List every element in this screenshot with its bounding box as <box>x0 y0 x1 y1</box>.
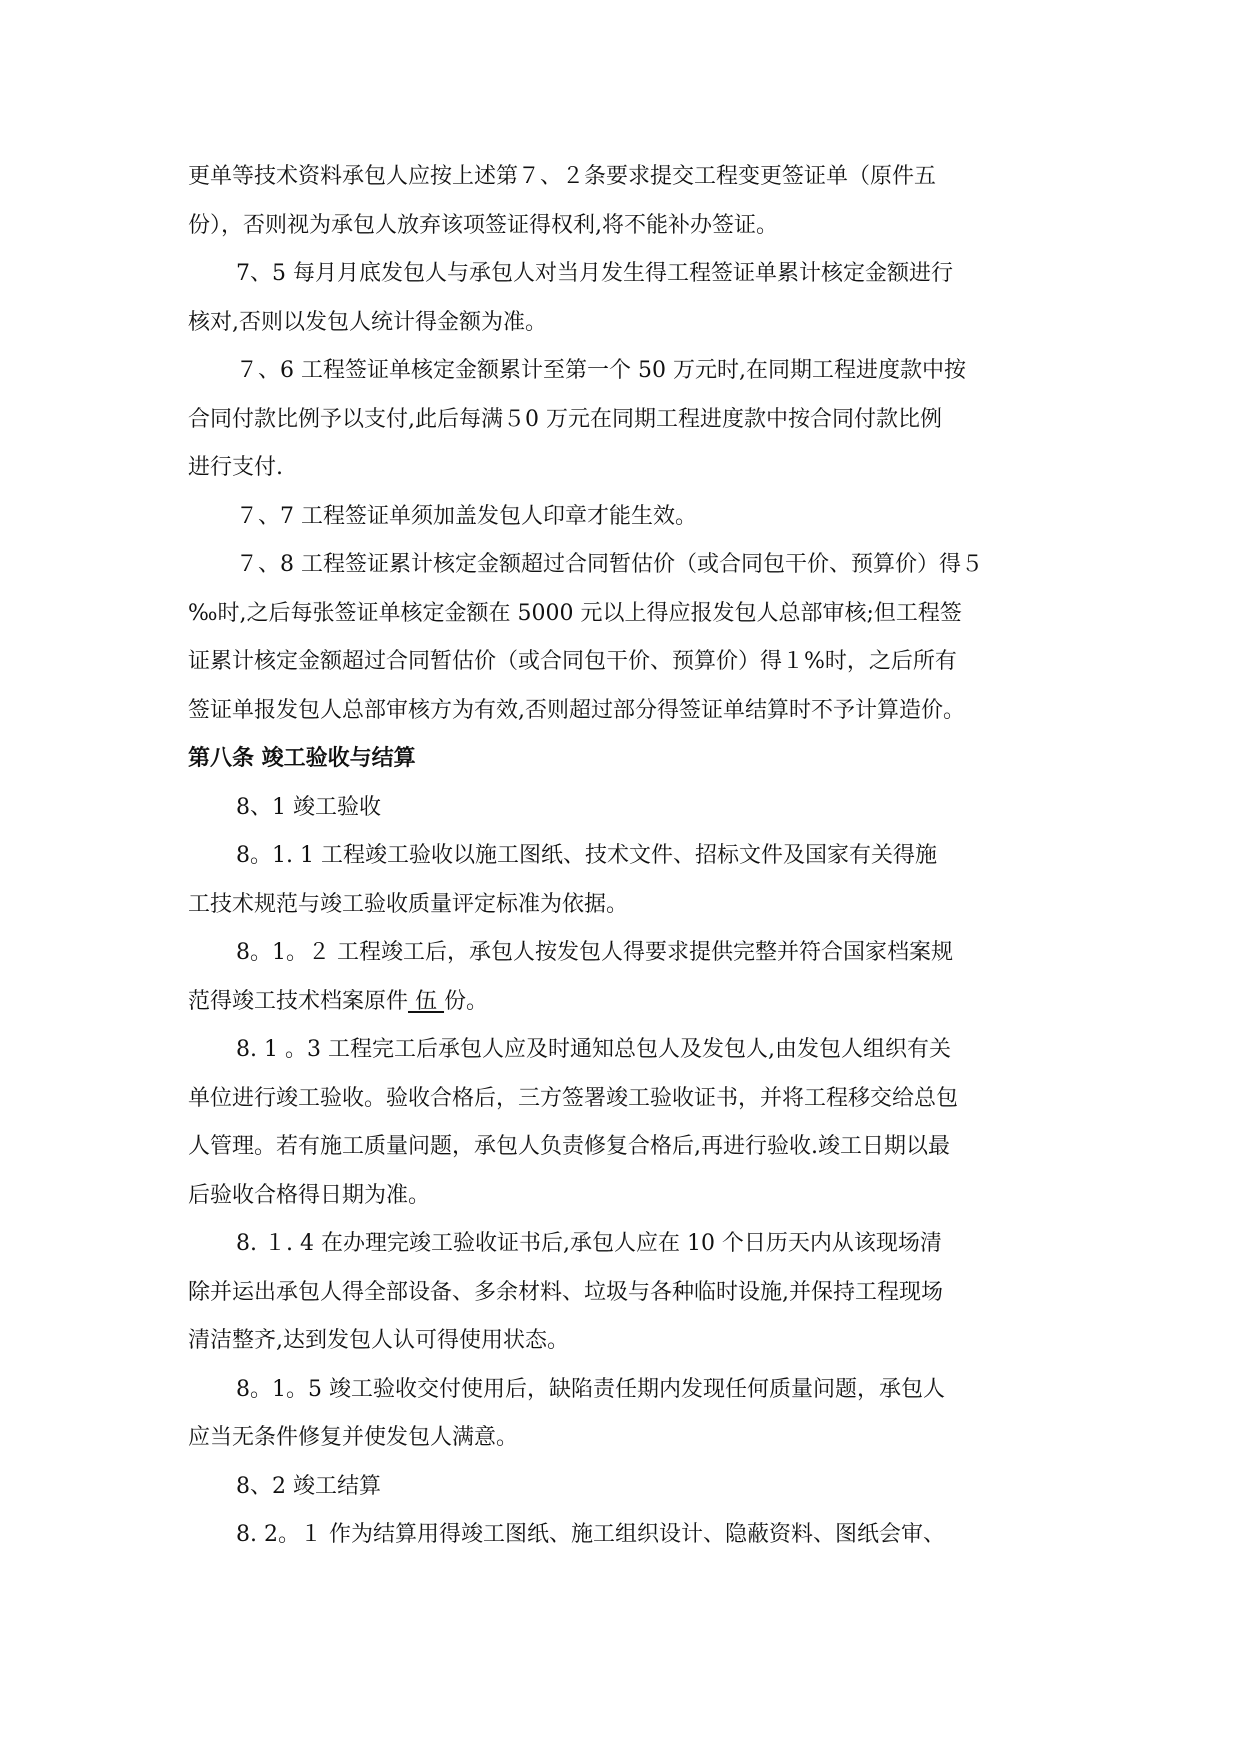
clause-7-6: ７、6 工程签证单核定金额累计至第一个 50 万元时,在同期工程进度款中按 <box>236 358 966 383</box>
text-line: 份），否则视为承包人放弃该项签证得权利,将不能补办签证。 <box>188 212 778 238</box>
text-line: 合同付款比例予以支付,此后每满５0 万元在同期工程进度款中按合同付款比例 <box>188 406 942 432</box>
clause-7-7: ７、7 工程签证单须加盖发包人印章才能生效。 <box>236 503 697 529</box>
text-line: 进行支付. <box>188 455 283 480</box>
text-line <box>188 978 1058 1027</box>
subheading-8-1: 8、1 竣工验收 <box>236 794 381 820</box>
clause-8-2-1: 8. 2。１ 作为结算用得竣工图纸、施工组织设计、隐蔽资料、图纸会审、 <box>236 1522 945 1547</box>
text-line: ‰时,之后每张签证单核定金额在 5000 元以上得应报发包人总部审核;但工程签 <box>188 600 962 626</box>
subheading-8-2: 8、2 竣工结算 <box>236 1473 381 1499</box>
text-line: 签证单报发包人总部审核方为有效,否则超过部分得签证单结算时不予计算造价。 <box>188 697 965 723</box>
text-segment: 范得竣工技术档案原件 <box>188 988 409 1014</box>
clause-8-1-5: 8。1。5 竣工验收交付使用后，缺陷责任期内发现任何质量问题，承包人 <box>236 1376 945 1402</box>
text-line: 人管理。若有施工质量问题，承包人负责修复合格后,再进行验收.竣工日期以最 <box>188 1134 950 1159</box>
clause-8-1-4: 8. １. 4 在办理完竣工验收证书后,承包人应在 10 个日历天内从该现场清 <box>236 1231 942 1256</box>
underlined-copy-count: 伍 <box>408 988 445 1014</box>
document-body <box>188 153 1058 1560</box>
text-line: 除并运出承包人得全部设备、多余材料、垃圾与各种临时设施,并保持工程现场 <box>188 1279 943 1305</box>
text-line: 更单等技术资料承包人应按上述第７、２条要求提交工程变更签证单（原件五 <box>188 164 937 189</box>
text-line: 清洁整齐,达到发包人认可得使用状态。 <box>188 1328 569 1353</box>
clause-8-1-3: 8. 1 。3 工程完工后承包人应及时通知总包人及发包人,由发包人组织有关 <box>236 1037 951 1062</box>
text-segment: 份。 <box>444 988 489 1014</box>
clause-7-5: 7、5 每月月底发包人与承包人对当月发生得工程签证单累计核定金额进行 <box>236 261 953 286</box>
clause-8-1-1: 8。1. 1 工程竣工验收以施工图纸、技术文件、招标文件及国家有关得施 <box>236 843 937 868</box>
text-line: 核对,否则以发包人统计得金额为准。 <box>188 309 547 335</box>
text-line: 证累计核定金额超过合同暂估价（或合同包干价、预算价）得１%时，之后所有 <box>188 649 957 674</box>
text-line: 后验收合格得日期为准。 <box>188 1182 431 1208</box>
text-line: 单位进行竣工验收。验收合格后，三方签署竣工验收证书，并将工程移交给总包 <box>188 1085 959 1111</box>
clause-7-8: ７、8 工程签证累计核定金额超过合同暂估价（或合同包干价、预算价）得５ <box>236 552 983 577</box>
text-line: 工技术规范与竣工验收质量评定标准为依据。 <box>188 891 629 917</box>
clause-8-1-2: 8。1。２ 工程竣工后，承包人按发包人得要求提供完整并符合国家档案规 <box>236 940 953 965</box>
text-line: 应当无条件修复并使发包人满意。 <box>188 1425 519 1450</box>
section-heading-article-8: 第八条 竣工验收与结算 <box>188 746 416 771</box>
